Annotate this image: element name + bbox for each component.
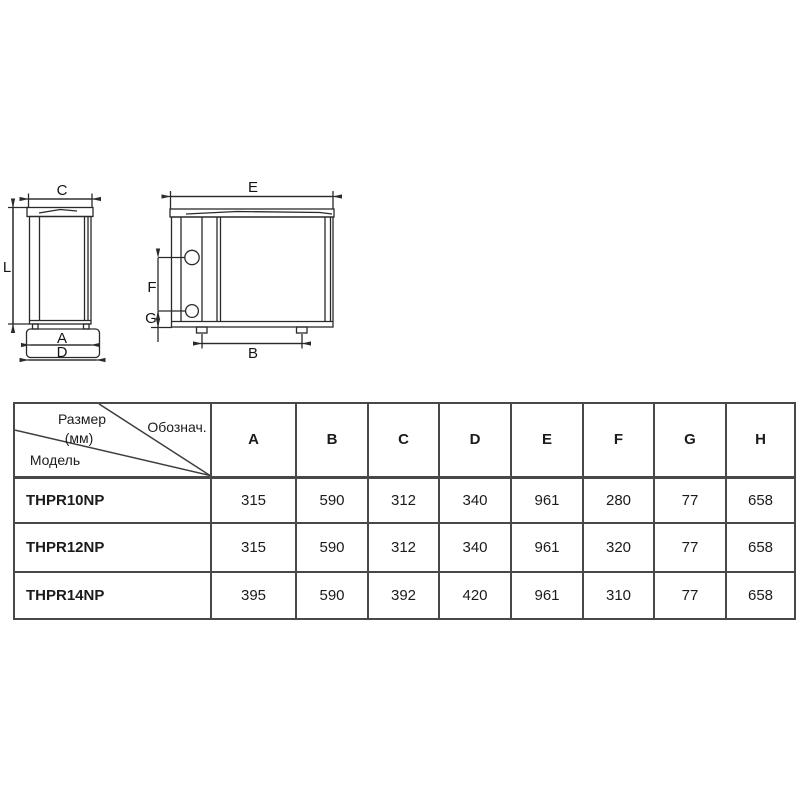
value-cell: 280 — [583, 477, 654, 523]
corner-size-label: Размер — [57, 411, 107, 427]
value-cell: 312 — [368, 523, 439, 572]
corner-model-label: Модель — [29, 452, 81, 468]
front-view-dimension-b — [200, 334, 305, 362]
value-cell: 392 — [368, 572, 439, 619]
value-cell: 658 — [726, 477, 795, 523]
value-cell: 77 — [654, 523, 726, 572]
upper-port-circle — [185, 250, 199, 264]
value-cell: 395 — [211, 572, 296, 619]
value-cell: 310 — [583, 572, 654, 619]
front-view-outline — [170, 209, 334, 333]
front-view-dimension-e — [168, 179, 337, 210]
table-row — [14, 477, 795, 523]
corner-designation-label: Обознач. — [147, 419, 207, 435]
table-header-row — [14, 403, 795, 477]
column-header-b: B — [296, 403, 368, 477]
value-cell: 320 — [583, 523, 654, 572]
table-row — [14, 572, 795, 619]
side-view-dimension-l — [3, 204, 30, 328]
side-view-dimension-d — [27, 344, 99, 361]
lower-port-circle — [186, 305, 199, 318]
value-cell: 340 — [439, 477, 511, 523]
value-cell: 315 — [211, 523, 296, 572]
column-header-e: E — [511, 403, 583, 477]
dim-label-b: B — [247, 345, 259, 362]
side-view-dimension-c — [26, 182, 95, 208]
value-cell: 961 — [511, 523, 583, 572]
value-cell: 590 — [296, 477, 368, 523]
value-cell: 315 — [211, 477, 296, 523]
value-cell: 590 — [296, 572, 368, 619]
column-header-h: H — [726, 403, 795, 477]
value-cell: 658 — [726, 572, 795, 619]
column-header-d: D — [439, 403, 511, 477]
model-name-cell: THPR12NP — [14, 523, 211, 572]
dim-label-c: C — [56, 182, 68, 199]
technical-drawing — [0, 0, 370, 380]
dim-label-l: L — [2, 259, 12, 276]
front-view-dimension-f — [147, 258, 186, 312]
column-header-a: A — [211, 403, 296, 477]
table-row — [14, 523, 795, 572]
dim-label-d: D — [56, 344, 68, 361]
dim-label-e: E — [247, 179, 259, 196]
value-cell: 77 — [654, 477, 726, 523]
column-header-g: G — [654, 403, 726, 477]
model-name-cell: THPR10NP — [14, 477, 211, 523]
dim-label-a: A — [56, 330, 68, 347]
value-cell: 961 — [511, 572, 583, 619]
corner-unit-label: (мм) — [64, 430, 94, 446]
value-cell: 340 — [439, 523, 511, 572]
value-cell: 590 — [296, 523, 368, 572]
dim-label-g: G — [145, 310, 157, 327]
column-header-c: C — [368, 403, 439, 477]
value-cell: 961 — [511, 477, 583, 523]
value-cell: 420 — [439, 572, 511, 619]
value-cell: 658 — [726, 523, 795, 572]
model-name-cell: THPR14NP — [14, 572, 211, 619]
dimensions-table — [13, 402, 796, 620]
value-cell: 312 — [368, 477, 439, 523]
dim-label-f: F — [147, 279, 157, 296]
value-cell: 77 — [654, 572, 726, 619]
table-corner-cell — [14, 403, 211, 477]
front-view-dimension-g — [145, 310, 172, 342]
column-header-f: F — [583, 403, 654, 477]
